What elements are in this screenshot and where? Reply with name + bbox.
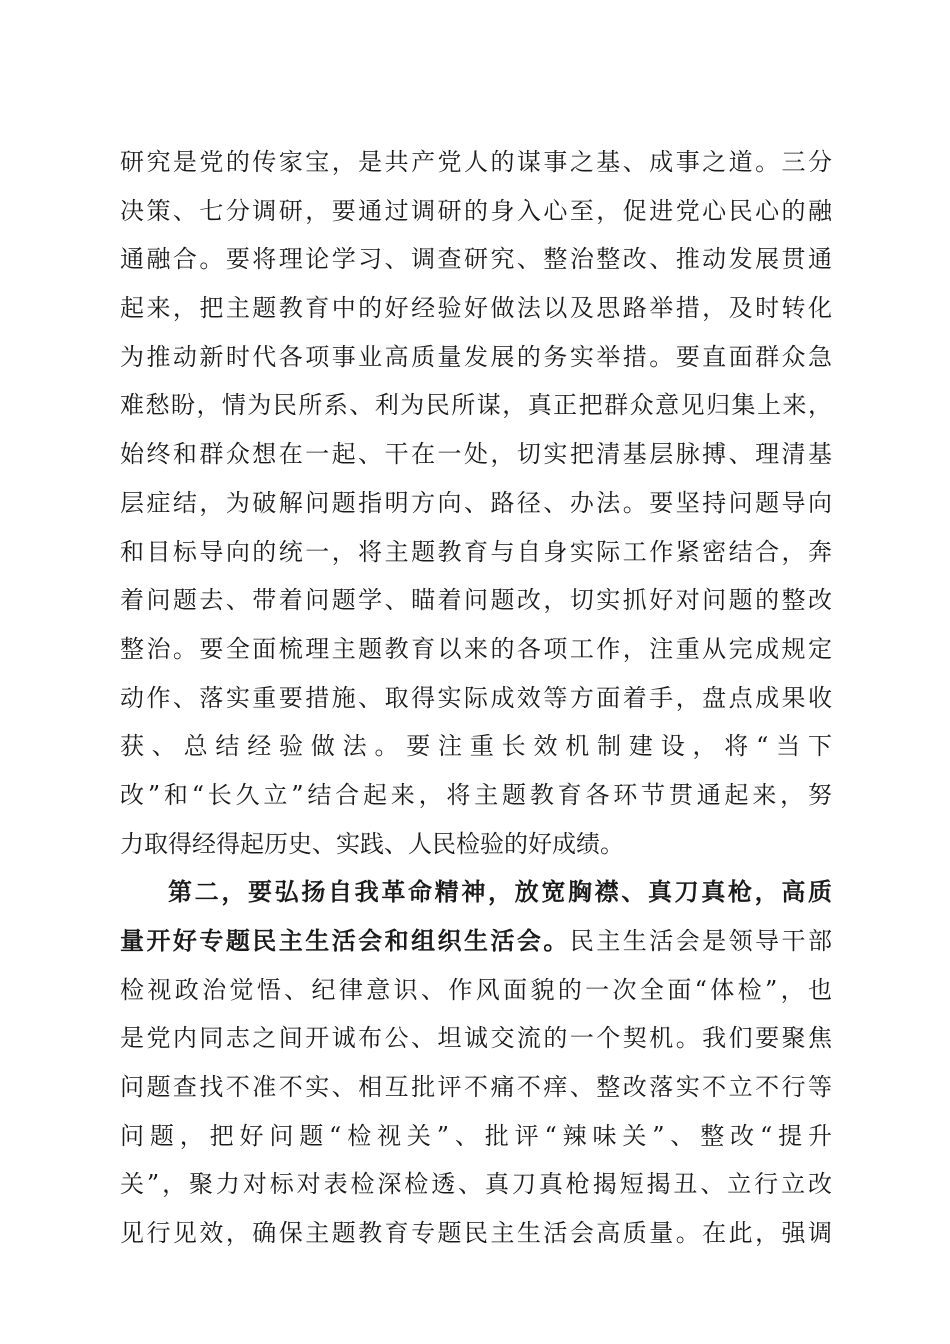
text-line: 整治。要全面梳理主题教育以来的各项工作，注重从完成规定 (120, 634, 832, 663)
text-line: 为推动新时代各项事业高质量发展的务实举措。要直面群众急 (120, 342, 832, 371)
text-line: 是党内同志之间开诚布公、坦诚交流的一个契机。我们要聚焦 (120, 1024, 832, 1053)
text-line: 获、总结经验做法。要注重长效机制建设，将“当下 (120, 732, 832, 761)
text-line: 关”，聚力对标对表检深检透、真刀真枪揭短揭丑、立行立改 (120, 1170, 832, 1199)
text-line: 问题查找不准不实、相互批评不痛不痒、整改落实不立不行等 (120, 1073, 832, 1102)
section-heading-line: 第二，要弘扬自我革命精神，放宽胸襟、真刀真枪，高质 (168, 877, 832, 907)
text-line: 见行见效，确保主题教育专题民主生活会高质量。在此，强调 (120, 1219, 832, 1248)
section-text: 民主生活会是领导干部 (569, 927, 832, 955)
text-line: 起来，把主题教育中的好经验好做法以及思路举措，及时转化 (120, 294, 832, 323)
text-line: 问题，把好问题“检视关”、批评“辣味关”、整改“提升 (120, 1121, 832, 1150)
text-line: 决策、七分调研，要通过调研的身入心至，促进党心民心的融 (120, 196, 832, 225)
text-line: 改”和“长久立”结合起来，将主题教育各环节贯通起来，努 (120, 780, 832, 809)
text-line: 检视政治觉悟、纪律意识、作风面貌的一次全面“体检”，也 (120, 975, 832, 1004)
text-line: 研究是党的传家宝，是共产党人的谋事之基、成事之道。三分 (120, 148, 832, 176)
text-line: 通融合。要将理论学习、调查研究、整治整改、推动发展贯通 (120, 245, 832, 274)
text-line: 和目标导向的统一，将主题教育与自身实际工作紧密结合，奔 (120, 537, 832, 566)
section-heading-line-2 (120, 917, 832, 966)
text-line: 难愁盼，情为民所系、利为民所谋，真正把群众意见归集上来， (120, 391, 832, 420)
document-page (120, 138, 832, 1258)
text-line: 始终和群众想在一起、干在一处，切实把清基层脉搏、理清基 (120, 440, 832, 469)
text-line: 着问题去、带着问题学、瞄着问题改，切实抓好对问题的整改 (120, 586, 832, 615)
text-line: 动作、落实重要措施、取得实际成效等方面着手，盘点成果收 (120, 683, 832, 712)
section-heading-bold: 量开好专题民主生活会和组织生活会。 (120, 926, 570, 955)
text-line: 力取得经得起历史、实践、人民检验的好成绩。 (120, 829, 624, 858)
text-line: 层症结，为破解问题指明方向、路径、办法。要坚持问题导向 (120, 488, 832, 517)
